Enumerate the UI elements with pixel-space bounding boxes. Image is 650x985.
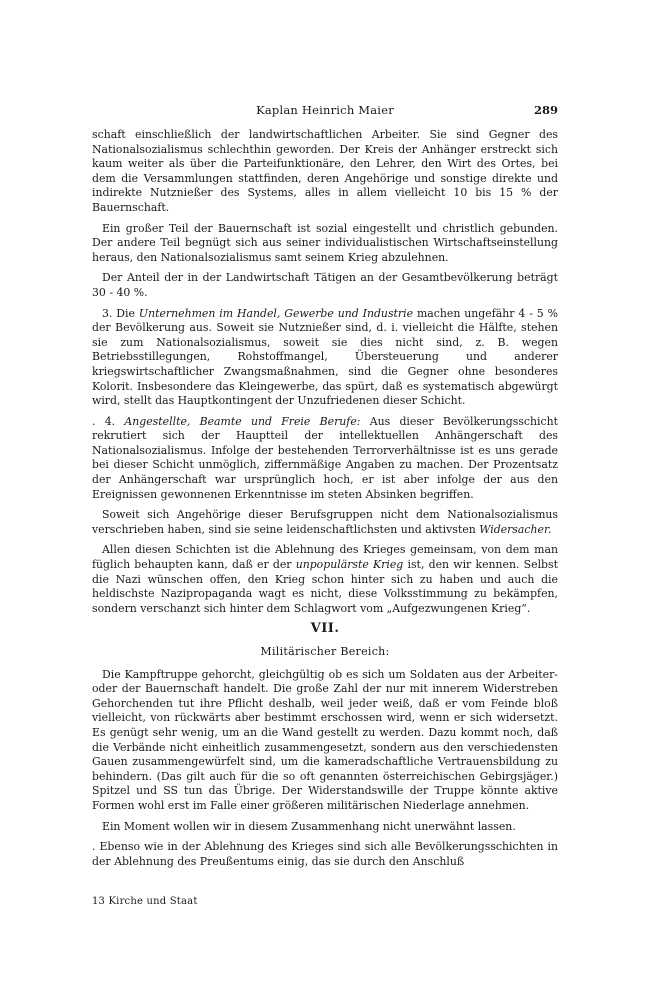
running-title: Kaplan Heinrich Maier — [256, 103, 394, 117]
paragraph-prefix: 3. Die — [102, 306, 139, 320]
italic-phrase: Unternehmen im Handel, Gewerbe und Industrie — [138, 306, 414, 320]
paragraph: schaft einschließlich der landwirtschaftlichen Arbeiter. Sie sind Gegner des Nationalsozialismus schlechthin geworden. Der Kreis der Anhänger erstreckt sich kaum weiter als über die Parteifunktionäre, den Lehrer, den Wirt des Ortes, bei dem die Versammlungen stattfinden, deren Angehörige und sonstige direkte und indirekte Nutznießer des Systems, alles in allem vielleicht 10 bis 15 % der Bauernschaft. — [92, 128, 558, 214]
paragraph — [92, 543, 558, 616]
paragraph: Die Kampftruppe gehorcht, gleichgültig ob es sich um Soldaten aus der Arbeiter- oder der Bauernschaft handelt. Die große Zahl der nur mit innerem Widerstreben Gehorchenden tut ihre Pflicht deshalb, weil jeder weiß, daß er vom Feinde bloß vielleicht, von rückwärts aber bestimmt erschossen wird, wenn er sich widersetzt. Es genügt sehr wenig, um an die Wand gestellt zu werden. Dazu kommt noch, daß die Verbände nicht einheitlich zusammengesetzt, sondern aus den verschiedensten Gauen zusammengewürfelt sind, um die kameradschaftliche Vertrauensbildung zu behindern. (Das gilt auch für die so oft genannten österreichischen Gebirgsjäger.) Spitzel und SS tun das Übrige. Der Widerstandswille der Truppe könnte aktive Formen wohl erst im Falle einer größeren militärischen Niederlage annehmen. — [92, 667, 558, 812]
italic-phrase: unpopulärste Krieg — [295, 558, 404, 572]
section-title: Militärischer Bereich: — [260, 645, 390, 658]
italic-phrase: Widersacher. — [479, 522, 552, 536]
paragraph-text: Soweit sich Angehörige dieser Berufsgruppen nicht dem Nationalsozialismus verschrieben haben, sind sie seine leidenschaftlichsten und aktivsten — [92, 508, 558, 536]
paragraph: . Ebenso wie in der Ablehnung des Krieges sind sich alle Bevölkerungsschichten in der Ablehnung des Preußentums einig, das sie durch den Anschluß — [92, 840, 558, 868]
italic-phrase: Angestellte, Beamte und Freie Berufe: — [124, 414, 361, 428]
paragraph: Der Anteil der in der Landwirtschaft Tätigen an der Gesamtbevölkerung beträgt 30 - 40 %. — [92, 271, 558, 299]
paragraph-text: Aus dieser Bevölkerungsschicht rekrutiert sich der Hauptteil der intellektuellen Anhängerschaft des Nationalsozialismus. Infolge der bestehenden Terrorverhältnisse ist es uns gerade bei dieser Schicht unmöglich, ziffernmäßige Angaben zu machen. Der Prozentsatz der Anhängerschaft war ursprünglich hoch, er ist aber infolge der aus den Ereignissen gewonnenen Erkenntnisse im steten Absinken begriffen. — [92, 414, 559, 501]
page-footer: 13 Kirche und Staat — [92, 896, 198, 907]
paragraph — [92, 307, 558, 409]
page-header — [92, 103, 558, 121]
paragraph-text: machen ungefähr 4 - 5 % der Bevölkerung aus. Soweit sie Nutznießer sind, d. i. vielleicht die Hälfte, stehen sie zum Nationalsozialismus, soweit sie dies nicht sind, z. B. wegen Betriebsstillegungen, Rohstoffmangel, Übersteuerung und anderer kriegswirtschaftlicher Zwangsmaßnahmen, sind die Gegner ohne besonderes Kolorit. Insbesondere das Kleingewerbe, das spürt, daß es systematisch abgewürgt wird, stellt das Hauptkontingent der Unzufriedenen dieser Schicht. — [92, 306, 558, 408]
paragraph-text: Allen diesen Schichten ist die Ablehnung des Krieges gemeinsam, von dem man füglich behaupten kann, daß er der — [92, 543, 558, 572]
page-number: 289 — [533, 103, 558, 117]
paragraph — [92, 415, 558, 503]
paragraph: Ein großer Teil der Bauernschaft ist sozial eingestellt und christlich gebunden. Der andere Teil begnügt sich aus seiner individualistischen Wirtschaftseinstellung heraus, den Nationalsozialismus samt seinem Krieg abzulehnen. — [92, 221, 558, 264]
paragraph — [92, 508, 558, 537]
section-number: VII. — [310, 621, 340, 637]
paragraph: Ein Moment wollen wir in diesem Zusammenhang nicht unerwähnt lassen. — [102, 819, 516, 833]
paragraph-prefix: . 4. — [92, 414, 125, 428]
body-text — [92, 128, 558, 875]
paragraph-text: ist, den wir kennen. Selbst die Nazi wünschen offen, den Krieg schon hinter sich zu haben und auch die heldischste Nazipropaganda wagt es nicht, diese Volksstimmung zu bekämpfen, sondern verschanzt sich hinter dem Schlagwort vom „Aufgezwungenen Krieg“. — [92, 558, 558, 615]
